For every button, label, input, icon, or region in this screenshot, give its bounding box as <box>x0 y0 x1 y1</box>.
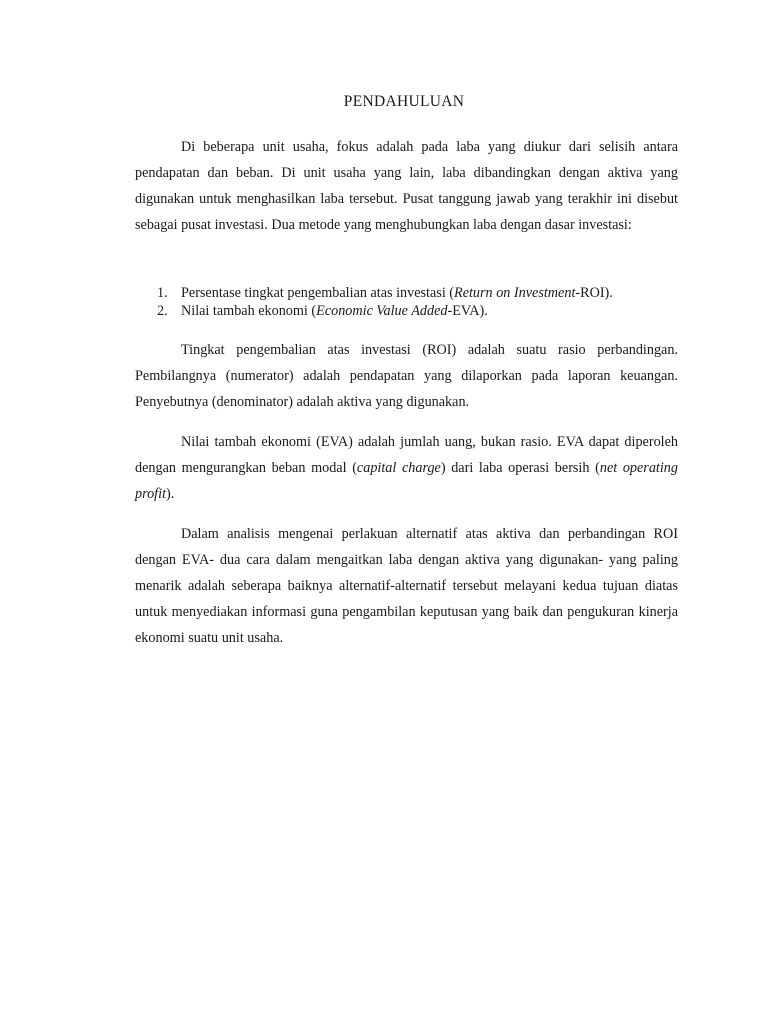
page-title: PENDAHULUAN <box>343 93 465 110</box>
eva-text-2: ) dari laba operasi bersih ( <box>440 460 600 476</box>
eva-term-net-operating-profit: net operating profit <box>135 460 678 502</box>
list-item-number: 2. <box>157 303 168 319</box>
eva-term-capital-charge: capital charge <box>356 460 441 476</box>
list-item <box>135 284 678 302</box>
paragraph-analysis: Dalam analisis mengenai perlakuan alternatif atas aktiva dan perbandingan ROI dengan EVA- dua cara dalam mengaitkan laba dengan aktiva yang digunakan- yang paling menarik adalah seberapa baiknya alternatif-alternatif tersebut melayani kedua tujuan diatas untuk menyediakan informasi guna pengambilan keputusan yang baik dan pengukuran kinerja ekonomi suatu unit usaha. <box>135 526 678 646</box>
list-item-abbrev: -EVA). <box>447 303 488 319</box>
list-item-term: Return on Investment <box>454 285 576 301</box>
list-item-term: Economic Value Added <box>316 303 448 319</box>
list-item-abbrev: -ROI). <box>575 285 613 301</box>
list-item-text: Persentase tingkat pengembalian atas investasi ( <box>181 285 455 301</box>
paragraph-eva <box>135 429 678 507</box>
list-item-text: Nilai tambah ekonomi ( <box>181 303 317 319</box>
eva-text-3: ). <box>166 486 175 502</box>
list-item-number: 1. <box>157 285 168 301</box>
list-item <box>135 302 678 320</box>
paragraph-roi: Tingkat pengembalian atas investasi (ROI) adalah suatu rasio perbandingan. Pembilangnya (numerator) adalah pendapatan yang dilaporkan pada laporan keuangan. Penyebutnya (denominator) adalah aktiva yang digunakan. <box>135 342 678 410</box>
method-list <box>135 284 678 320</box>
paragraph-intro: Di beberapa unit usaha, fokus adalah pada laba yang diukur dari selisih antara pendapatan dan beban. Di unit usaha yang lain, laba dibandingkan dengan aktiva yang digunakan untuk menghasilkan laba tersebut. Pusat tanggung jawab yang terakhir ini disebut sebagai pusat investasi. Dua metode yang menghubungkan laba dengan dasar investasi: <box>135 139 678 233</box>
eva-text-1: Nilai tambah ekonomi (EVA) adalah jumlah uang, bukan rasio. EVA dapat diperoleh dengan mengurangkan beban modal ( <box>135 434 678 476</box>
